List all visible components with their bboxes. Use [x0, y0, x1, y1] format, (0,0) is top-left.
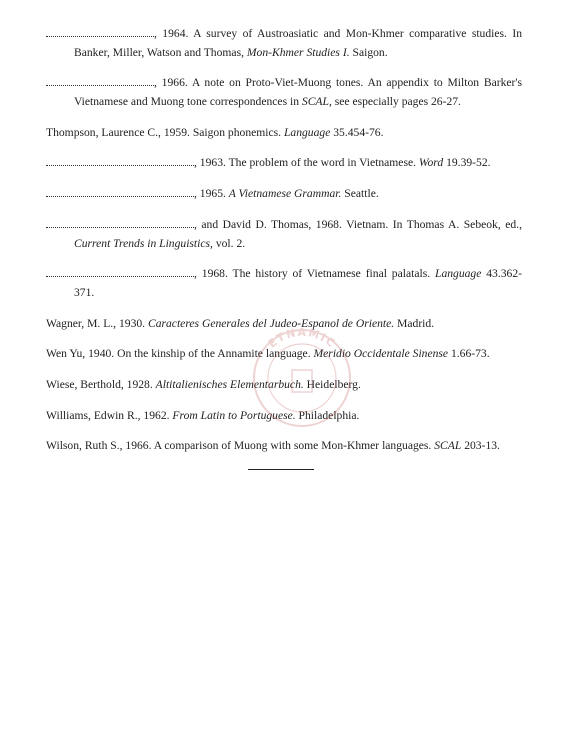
entry-title: Meridio Occidentale Sinense — [313, 347, 449, 361]
bibliography-entry — [46, 215, 522, 253]
entry-text: Saigon. — [349, 45, 388, 59]
bibliography-entry — [46, 153, 522, 172]
repeat-author-dash — [46, 219, 194, 228]
entry-text: , 1968. The history of Vietnamese final palatals. — [194, 267, 435, 281]
entry-text: , see especially pages 26-27. — [328, 95, 461, 109]
repeat-author-dash — [46, 188, 194, 197]
repeat-author-dash — [46, 157, 194, 166]
bibliography-entry — [46, 123, 522, 142]
entry-text: Wen Yu, 1940. On the kinship of the Annamite language. — [46, 347, 314, 361]
bibliography-entry — [46, 184, 522, 203]
entry-text: , 1964. A survey of Austroasiatic and Mon-Khmer comparative studies. In Banker, Miller, Watson and Thomas, — [74, 26, 522, 59]
entry-text: 19.39-52. — [443, 156, 491, 170]
entry-text: Wagner, M. L., 1930. — [46, 316, 148, 330]
entry-text: Williams, Edwin R., 1962. — [46, 408, 173, 422]
entry-text: Seattle. — [341, 186, 379, 200]
entry-title: Mon-Khmer Studies I. — [246, 45, 350, 59]
repeat-author-dash — [46, 28, 154, 37]
watermark-seal-icon — [242, 316, 362, 436]
seal-text: ETNAMIC — [265, 325, 339, 351]
bibliography-entry — [46, 436, 522, 455]
entry-text: 35.454-76. — [330, 125, 384, 139]
entry-title: Language — [435, 267, 482, 281]
entry-text: 203-13. — [461, 439, 500, 453]
seal-inner-ring — [268, 344, 336, 412]
entry-text: vol. 2. — [212, 236, 246, 250]
entry-title: SCAL — [301, 95, 329, 109]
entry-text: Thompson, Laurence C., 1959. Saigon phonemics. — [46, 125, 284, 139]
repeat-author-dash — [46, 268, 194, 277]
entry-text: Madrid. — [394, 316, 435, 330]
entry-title: Language — [283, 125, 331, 139]
end-rule — [248, 469, 314, 470]
entry-title: Caracteres Generales del Judeo-Espanol de Oriente. — [147, 316, 395, 330]
entry-text: 43.362-371. — [74, 267, 522, 300]
entry-title: SCAL — [434, 439, 462, 453]
entry-title: Current Trends in Linguistics, — [74, 236, 213, 250]
entry-text: Philadelphia. — [295, 408, 360, 422]
bibliography-entry — [46, 24, 522, 62]
entry-title: A Vietnamese Grammar. — [228, 186, 342, 200]
seal-emblem — [292, 370, 312, 392]
entry-title: Altitalienisches Elementarbuch. — [155, 377, 304, 391]
entry-text: , 1963. The problem of the word in Vietnamese. — [194, 156, 419, 170]
entry-text: , 1965. — [194, 186, 229, 200]
entry-title: From Latin to Portuguese. — [172, 408, 296, 422]
entry-text: , 1966. A note on Proto-Viet-Muong tones. An appendix to Milton Barker's Vietnamese and Muong tone correspondences in — [74, 76, 522, 109]
entry-text: , and David D. Thomas, 1968. Vietnam. In Thomas A. Sebeok, ed., — [194, 217, 522, 231]
entry-text: Wiese, Berthold, 1928. — [46, 377, 156, 391]
repeat-author-dash — [46, 77, 154, 86]
bibliography-entry — [46, 264, 522, 302]
entry-title: Word — [418, 156, 444, 170]
entry-text: 1.66-73. — [448, 347, 490, 361]
entry-text: Wilson, Ruth S., 1966. A comparison of Muong with some Mon-Khmer languages. — [46, 439, 435, 453]
entry-text: Heidelberg. — [303, 377, 361, 391]
bibliography-entry — [46, 73, 522, 111]
